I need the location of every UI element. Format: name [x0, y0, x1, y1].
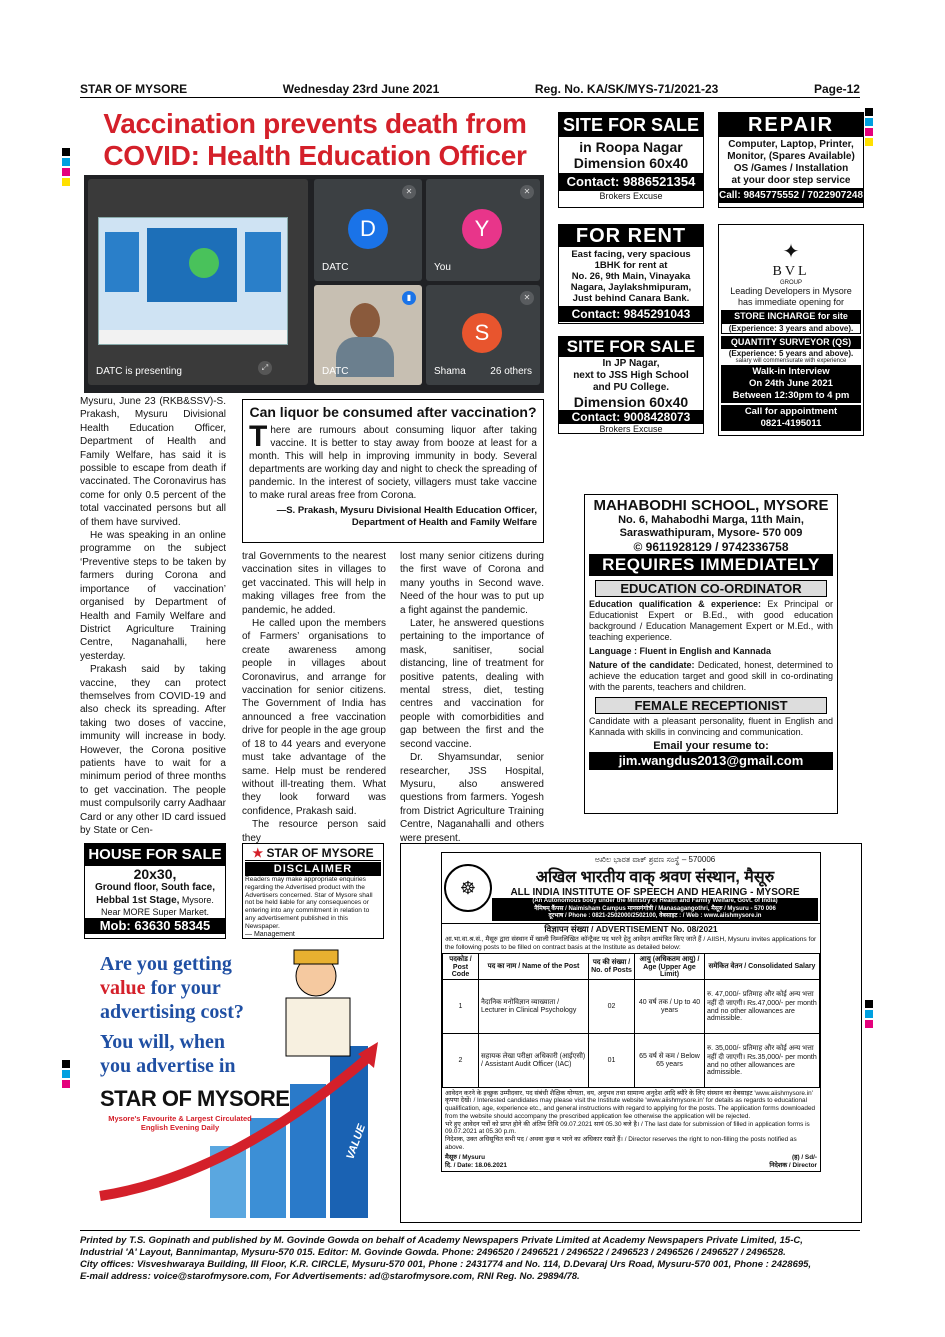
table-header: [443, 953, 820, 979]
mic-off-icon: ✕: [402, 185, 416, 199]
reg-mark-black: [865, 1000, 873, 1008]
ad-line: Near MORE Super Market.: [100, 907, 210, 917]
person-head: [350, 303, 380, 339]
aiish-sig: (ह) / Sd/-: [791, 1153, 817, 1161]
school-address: Saraswathipuram, Mysore- 570 009: [619, 527, 803, 539]
walk-in-block: [721, 365, 861, 403]
ad-line: Monitor, (Spares Available): [727, 151, 855, 162]
tagline-line: English Evening Daily: [140, 1123, 220, 1132]
post-age: 40 वर्ष तक / Up to 40 years: [635, 979, 705, 1033]
reg-mark-cyan: [865, 118, 873, 126]
ad-line: Leading Developers in Mysore: [730, 286, 852, 296]
qualification-text: [589, 599, 833, 643]
aiish-title-block: [492, 855, 818, 921]
paragraph: tral Governments to the nearest vaccination sites in villages to get vaccinated. This will help in making villages free from the pandemic, he added.: [242, 551, 386, 616]
video-meeting-photo: [84, 175, 544, 393]
ad-line: Computer, Laptop, Printer,: [728, 139, 854, 150]
appointment-phone: 0821-4195011: [760, 418, 822, 429]
imprint-line: City offices: Visveshwaraya Building, III Floor, K.R. CIRCLE, Mysuru-570 001, Phone : 2431774 and No. 114, D.Devaraj Urs Road, Mysuru-570 001, Phone : 2428695,: [80, 1259, 812, 1270]
issue-date: Wednesday 23rd June 2021: [282, 82, 440, 96]
paragraph: He called upon the members of Farmers’ organisations to create awareness among people in villages about Coronavirus, and arrange for vaccination for senior citizens. The Government of India has announced a free vaccination drive for people in the age group of 18 to 44 years and everyone must take advantage of the same. Help must be rendered without ill-treating them. What they look forward was confidence, Prakash said.: [242, 618, 386, 817]
reg-mark-magenta: [62, 168, 70, 176]
expand-icon: ⤢: [258, 361, 272, 375]
nature-text: [589, 660, 833, 693]
column-header: पदकोड / Post Code: [443, 953, 479, 979]
disclaimer-title: DISCLAIMER: [245, 862, 381, 876]
qualification-value: Ex Principal or Educationist Expert or B.Ed., with good education background / Education Management Expert or M.Ed., with teaching experience.: [589, 599, 833, 642]
ad-footnote: Brokers Excuse: [599, 424, 663, 434]
ad-line: 1BHK for rent at: [594, 260, 668, 271]
nature-value: Dedicated, honest, determined to achieve the education target and good skill in co-ordinating with the parents, teachers and children.: [589, 660, 833, 692]
reg-mark-black: [865, 108, 873, 116]
aiish-note: भरे हुए आवेदन पत्रों को प्राप्त होने की अंतिम तिथि 09.07.2021 सायं 05.30 बजे है। / The last date for submission of filled in application forms is 09.07.2021 at 05.30 p.m.: [445, 1120, 810, 1136]
promo-line: [100, 976, 244, 1000]
ad-mahabodhi-school: [584, 494, 838, 814]
aiish-notes: [442, 1088, 820, 1172]
signature-line: —S. Prakash, Mysuru Divisional Health Education Officer,: [276, 505, 537, 516]
bvl-logo-text: BVL: [772, 264, 810, 279]
aiish-date: दि. / Date: 18.06.2021: [445, 1161, 507, 1169]
reg-mark-magenta: [62, 1080, 70, 1088]
disclaimer-signature: — Management: [245, 930, 295, 938]
post-code: 2: [443, 1033, 479, 1087]
paper-name: STAR OF MYSORE: [80, 82, 188, 96]
disclaimer-box: [242, 843, 384, 939]
ad-line: Dimension 60x40: [573, 394, 689, 410]
promo-brand: STAR OF MYSORE: [100, 1086, 290, 1111]
sidebar-text: here are rumours about consuming liquor after taking vaccine. It is better to stay away from booze at least for a month. This will help in improving immunity in body. Several departments are working day and night to check the spreading of pandemic. In the interest of society, villagers must take vaccine to make rural areas free from Corona.: [249, 425, 537, 501]
avatar-y: Y: [462, 209, 502, 249]
table-row: [443, 1033, 820, 1087]
ad-contact: Call: 9845775552 / 7022907248: [719, 190, 864, 201]
ad-line-part: Hebbal 1st Stage,: [96, 895, 180, 906]
ad-bvl-recruitment: [718, 224, 864, 436]
tagline-line: Mysore's Favourite & Largest Circulated: [108, 1114, 252, 1123]
ad-aiish: [400, 843, 862, 1223]
ad-contact: Mob: 63630 58345: [85, 918, 225, 934]
star-logo-icon: ★: [252, 846, 264, 860]
participant-tile-you: [426, 179, 540, 281]
participant-label: DATC: [322, 366, 349, 377]
appointment-block: [721, 405, 861, 431]
aiish-sign-block: [445, 1154, 817, 1170]
ad-contact: Contact: 9008428073: [559, 410, 703, 424]
promo-line: You will, when: [100, 1031, 226, 1053]
disclaimer-logo: [245, 846, 381, 861]
reg-number: Reg. No. KA/SK/MYS-71/2021-23: [534, 82, 719, 96]
post-salary: रु. 47,000/- प्रतिमाह और कोई अन्य भत्ता नहीं दी जाएगी। Rs.47,000/- per month and no other allowances are admissible.: [705, 979, 820, 1033]
promo-line-part: for your: [145, 977, 221, 999]
participant-label: Shama: [434, 366, 466, 377]
language-value: Fluent in English and Kannada: [637, 646, 772, 656]
job-title: QUANTITY SURVEYOR (QS): [721, 336, 861, 349]
ad-contact: Contact: 9886521354: [559, 173, 703, 191]
paragraph: lost many senior citizens during the first wave of Corona and many youths in Second wave. Need of the hour was to put up a fight against the pandemic.: [400, 551, 544, 616]
salary-note: salary will commensurate with experience: [735, 358, 847, 364]
ad-contact: Contact: 9845291043: [559, 306, 703, 322]
mascot-crown: [294, 950, 338, 964]
qualification-label: Education qualification & experience:: [589, 599, 761, 609]
ad-line: has immediate opening for: [737, 297, 845, 307]
ad-line: OS /Games / Installation: [733, 163, 849, 174]
ad-line: East facing, very spacious: [571, 249, 691, 260]
headline-line-2: COVID: Health Education Officer: [103, 140, 527, 171]
receptionist-text: Candidate with a pleasant personality, fluent in English and Kannada with skills in convincing and communication.: [589, 716, 833, 737]
presentation-tile: [88, 179, 308, 385]
aiish-hindi-title: अखिल भारतीय वाक् श्रवण संस्थान, मैसूरु: [535, 869, 775, 886]
value-label: VALUE: [344, 1122, 369, 1162]
ad-title: REPAIR: [719, 113, 863, 137]
imprint-footer: [80, 1230, 860, 1283]
participant-tile-datc: [314, 179, 422, 281]
aiish-note: निदेशक, उक्त अधिसूचित सभी पद / अथवा कुछ न भरने का अधिकार रखते हैं। / Director reserves the right to non-filling the posts notified as above.: [445, 1136, 797, 1152]
promo-line: advertising cost?: [100, 1001, 244, 1023]
language-text: [589, 646, 833, 657]
reg-mark-black: [62, 148, 70, 156]
reg-mark-yellow: [865, 138, 873, 146]
drop-cap: T: [249, 420, 268, 453]
ad-line: in Roopa Nagar: [579, 139, 683, 155]
post-age: 65 वर्ष से कम / Below 65 years: [635, 1033, 705, 1087]
nature-label: Nature of the candidate:: [589, 660, 695, 670]
reg-mark-cyan: [62, 1070, 70, 1078]
school-phone: © 9611928129 / 9742336758: [633, 540, 789, 554]
aiish-english-title: ALL INDIA INSTITUTE OF SPEECH AND HEARING - MYSORE: [510, 887, 800, 898]
article-column-2: [242, 550, 386, 845]
walk-in-date: On 24th June 2021: [749, 378, 833, 389]
page-header: [80, 82, 860, 98]
aiish-subtitle: [492, 898, 818, 921]
ad-line: 20x30,: [133, 866, 177, 882]
ad-house-for-sale: [84, 843, 226, 939]
aiish-signatory: [769, 1154, 817, 1170]
ad-line: Dimension 60x40: [573, 155, 689, 171]
ad-site-for-sale-jp: [558, 336, 704, 434]
promo-tagline: [100, 1114, 260, 1132]
job-experience: (Experience: 3 years and above).: [721, 323, 861, 334]
avatar-s: S: [462, 313, 502, 353]
reg-mark-magenta: [865, 1020, 873, 1028]
column-header: आयु (अधिकतम आयु) / Age (Upper Age Limit): [635, 953, 705, 979]
appointment-label: Call for appointment: [744, 406, 838, 417]
ad-title: HOUSE FOR SALE: [85, 844, 225, 866]
post-name: नैदानिक मनोविज्ञान व्याख्याता / Lecturer in Clinical Psychology: [479, 979, 589, 1033]
column-header: पद की संख्या / No. of Posts: [589, 953, 635, 979]
ad-line-part: Mysore.: [179, 895, 214, 905]
email-address: jim.wangdus2013@gmail.com: [589, 752, 833, 770]
imprint-line: Printed by T.S. Gopinath and published by M. Govinde Gowda on behalf of Academy Newspapers Private Limited at Academy Newspapers Private Limited, 15-C,: [80, 1235, 803, 1246]
ad-line: [85, 894, 225, 907]
ad-line: Ground floor, South face,: [95, 882, 215, 893]
column-header: समेकित वेतन / Consolidated Salary: [705, 953, 820, 979]
job-title: STORE INCHARGE for site: [721, 310, 861, 323]
post-name: सहायक लेखा परीक्षा अधिकारी (आईएसी) / Assistant Audit Officer (IAC): [479, 1033, 589, 1087]
paragraph: The resource person said they: [242, 819, 386, 844]
language-label: Language :: [589, 646, 638, 656]
aiish-adv-number: विज्ञापन संख्या / ADVERTISEMENT No. 08/2021: [442, 923, 820, 935]
ad-line: Just behind Canara Bank.: [572, 293, 690, 304]
reg-mark-magenta: [865, 128, 873, 136]
participant-label: You: [434, 262, 451, 273]
reg-mark-cyan: [62, 158, 70, 166]
article-column-1: [80, 395, 226, 837]
aiish-sig: निदेशक / Director: [769, 1161, 817, 1169]
sidebar-signature: [249, 505, 537, 529]
ad-title: SITE FOR SALE: [559, 337, 703, 357]
sidebar-body: [249, 420, 537, 502]
reg-mark-black: [62, 1060, 70, 1068]
ad-line: No. 26, 9th Main, Vinayaka: [571, 271, 691, 282]
email-label: Email your resume to:: [653, 740, 769, 752]
ad-title: SITE FOR SALE: [559, 113, 703, 137]
slide-thumbnail: [98, 217, 288, 345]
post-count: 01: [589, 1033, 635, 1087]
participant-label: DATC: [322, 262, 349, 273]
article-headline: [80, 108, 550, 172]
presenting-label: DATC is presenting: [96, 366, 182, 377]
post-code: 1: [443, 979, 479, 1033]
aiish-sub-line: (An Autonomous body under the Ministry of Health and Family Welfare, Govt. of India): [532, 898, 778, 904]
page-number: Page-12: [813, 82, 860, 96]
paragraph: Mysuru, June 23 (RKB&SSV)-S. Prakash, Mysuru Divisional Health Education Officer, Department of Health and Family Welfare, has said it is possible to escape from death if vaccinated. The Coronavirus has come for only 0.5 percent of the total vaccinated persons but all of them have survived.: [80, 396, 227, 528]
aiish-place-date: [445, 1154, 507, 1170]
ad-line: Nagara, Jaylakshmipuram,: [570, 282, 692, 293]
post-count: 02: [589, 979, 635, 1033]
paragraph: Prakash said by taking vaccine, they can protect themselves from COVID-19 and also check its spreading. After taking two doses of vaccine, immunity will increase in body. However, the Corona positive patients have to wait for a minimum period of three months to get vaccination. The people must compulsorily carry Aadhaar Card or any other ID card issued by State or Cen-: [80, 664, 226, 836]
role-title: EDUCATION CO-ORDINATOR: [595, 580, 827, 597]
ad-footnote: Brokers Excuse: [599, 191, 663, 201]
promo-advertise: [80, 946, 390, 1218]
participant-tile-camera: [314, 285, 422, 385]
others-count: 26 others: [490, 366, 532, 377]
ad-title: FOR RENT: [559, 225, 703, 247]
column-header: पद का नाम / Name of the Post: [479, 953, 589, 979]
headline-line-1: Vaccination prevents death from: [103, 108, 527, 139]
ad-line: and PU College.: [592, 382, 670, 393]
ad-for-rent: [558, 224, 704, 324]
reg-mark-yellow: [62, 178, 70, 186]
mascot-newspaper: [286, 998, 350, 1056]
aiish-note: आवेदन करने के इच्छुक उम्मीदवार, पद संबंधी शैक्षिक योग्यता, वय, अनुभव तथा सामान्य अनुदेश आदि ब्यौरे के लिए संस्थान का वेबसाइट 'www.aiishmysore.in' कृपया देखें। / Interested candidates may please visit the Institute website 'www.aiishmysore.in' for details as regards to educational qualification, age, experience etc., and general instructions with regard to applying for the posts. The application forms downloaded from the website should accompany the prescribed application fee otherwise the application will be rejected.: [445, 1089, 816, 1120]
walk-in-title: Walk-in Interview: [752, 366, 830, 377]
imprint-line: Industrial 'A' Layout, Bannimantap, Mysuru-570 015. Editor: M. Govinde Gowda. Phone: 2496520 / 2496521 / 2496522 / 2496523 / 2496526 / 2496527 / 2496528.: [80, 1247, 786, 1258]
avatar-d: D: [348, 209, 388, 249]
aiish-sub-line: नैमिषम् कैंपस / Naimisham Campus मानसगंगोत्री / Manasagangothri, मैसूरु / Mysuru - 570 006: [534, 905, 776, 912]
aiish-kannada-title: ಅಖಿಲ ಭಾರತ ವಾಕ್ ಶ್ರವಣ ಸಂಸ್ಥೆ – 570006: [594, 855, 716, 864]
ad-line: In JP Nagar,: [602, 358, 660, 369]
aiish-header: [442, 853, 820, 923]
school-address: No. 6, Mahabodhi Marga, 11th Main,: [618, 514, 804, 526]
promo-text: [100, 952, 244, 1078]
ad-site-for-sale-roopa: [558, 112, 704, 208]
paragraph: Dr. Shyamsundar, senior researcher, JSS Hospital, Mysuru, also answered questions from farmers. Yogesh from District Agriculture Training Centre, Naganahalli and others were present.: [400, 752, 544, 844]
signature-line: Department of Health and Family Welfare: [351, 517, 537, 528]
ad-repair: [718, 112, 864, 208]
promo-line: Are you getting: [100, 953, 232, 975]
promo-line: you advertise in: [100, 1055, 236, 1077]
aiish-place: मैसूरु / Mysuru: [445, 1153, 486, 1161]
mic-off-icon: ✕: [520, 291, 534, 305]
paragraph: He was speaking in an online programme on the subject ‘Preventive steps to be taken by farmers during Corona and importance of vaccination’ organised by Department of Health and Family Welfare and District Agriculture Training Centre, Naganahalli, here yesterday.: [80, 530, 226, 662]
aiish-inner: [441, 852, 821, 1172]
aiish-sub-line: दूरभाष / Phone : 0821-2502000/2502100, वेबसाइट : / Web : www.aiishmysore.in: [548, 913, 762, 919]
mic-off-icon: ✕: [520, 185, 534, 199]
promo-highlight: value: [100, 977, 146, 999]
bvl-logo-icon: ✦: [782, 241, 800, 263]
liquor-sidebar: [242, 399, 544, 543]
ad-line: next to JSS High School: [573, 370, 689, 381]
aiish-intro: आ.भा.वा.श्र.सं., मैसूरु द्वारा संस्थान में खाली निम्नलिखित कॉन्ट्रैक्ट पद भरने हेतु आवेदन आमंत्रित किए जाते हैं / AIISH, Mysuru invites applications for the following posts to be filled on contract basis at the Institute as detailed below:: [445, 935, 817, 951]
requires-banner: REQUIRES IMMEDIATELY: [589, 554, 833, 576]
ad-line: at your door step service: [731, 175, 851, 186]
walk-in-time: Between 12:30pm to 4 pm: [732, 390, 850, 401]
imprint-line: E-mail address: voice@starofmysore.com, For Advertisements: ad@starofmysore.com, RNI Reg. No. 29894/78.: [80, 1271, 580, 1282]
table-row: [443, 979, 820, 1033]
aiish-seal-icon: ☸: [444, 864, 492, 912]
job-experience: (Experience: 5 years and above).: [728, 349, 854, 358]
role-title: FEMALE RECEPTIONIST: [595, 697, 827, 714]
post-salary: रु. 35,000/- प्रतिमाह और कोई अन्य भत्ता नहीं दी जाएगी। Rs.35,000/- per month and no other allowances are admissible.: [705, 1033, 820, 1087]
disclaimer-text: Readers may make appropriate enquiries regarding the Advertised product with the Advertisers concerned. Star of Mysore shall not be held liable for any consequences or entering into any commitment in relation to any advertisement published in this Newspaper.: [245, 876, 373, 930]
paragraph: Later, he answered questions pertaining to the importance of mask, sanitiser, social distancing, line of treatment for positive patents, dealing with mental stress, diet, testing centres and vaccination for people with comorbidities and gap between the first and the second vaccine.: [400, 618, 544, 750]
aiish-posts-table: [442, 953, 820, 1088]
logo-text: STAR OF MYSORE: [266, 846, 374, 860]
school-name: MAHABODHI SCHOOL, MYSORE: [593, 497, 829, 514]
bvl-group: GROUP: [779, 280, 802, 286]
reg-mark-cyan: [865, 1010, 873, 1018]
participant-tile-shama: [426, 285, 540, 385]
speaking-icon: ▮: [402, 291, 416, 305]
article-column-3: [400, 550, 544, 845]
sidebar-title: Can liquor be consumed after vaccination?: [249, 404, 537, 420]
